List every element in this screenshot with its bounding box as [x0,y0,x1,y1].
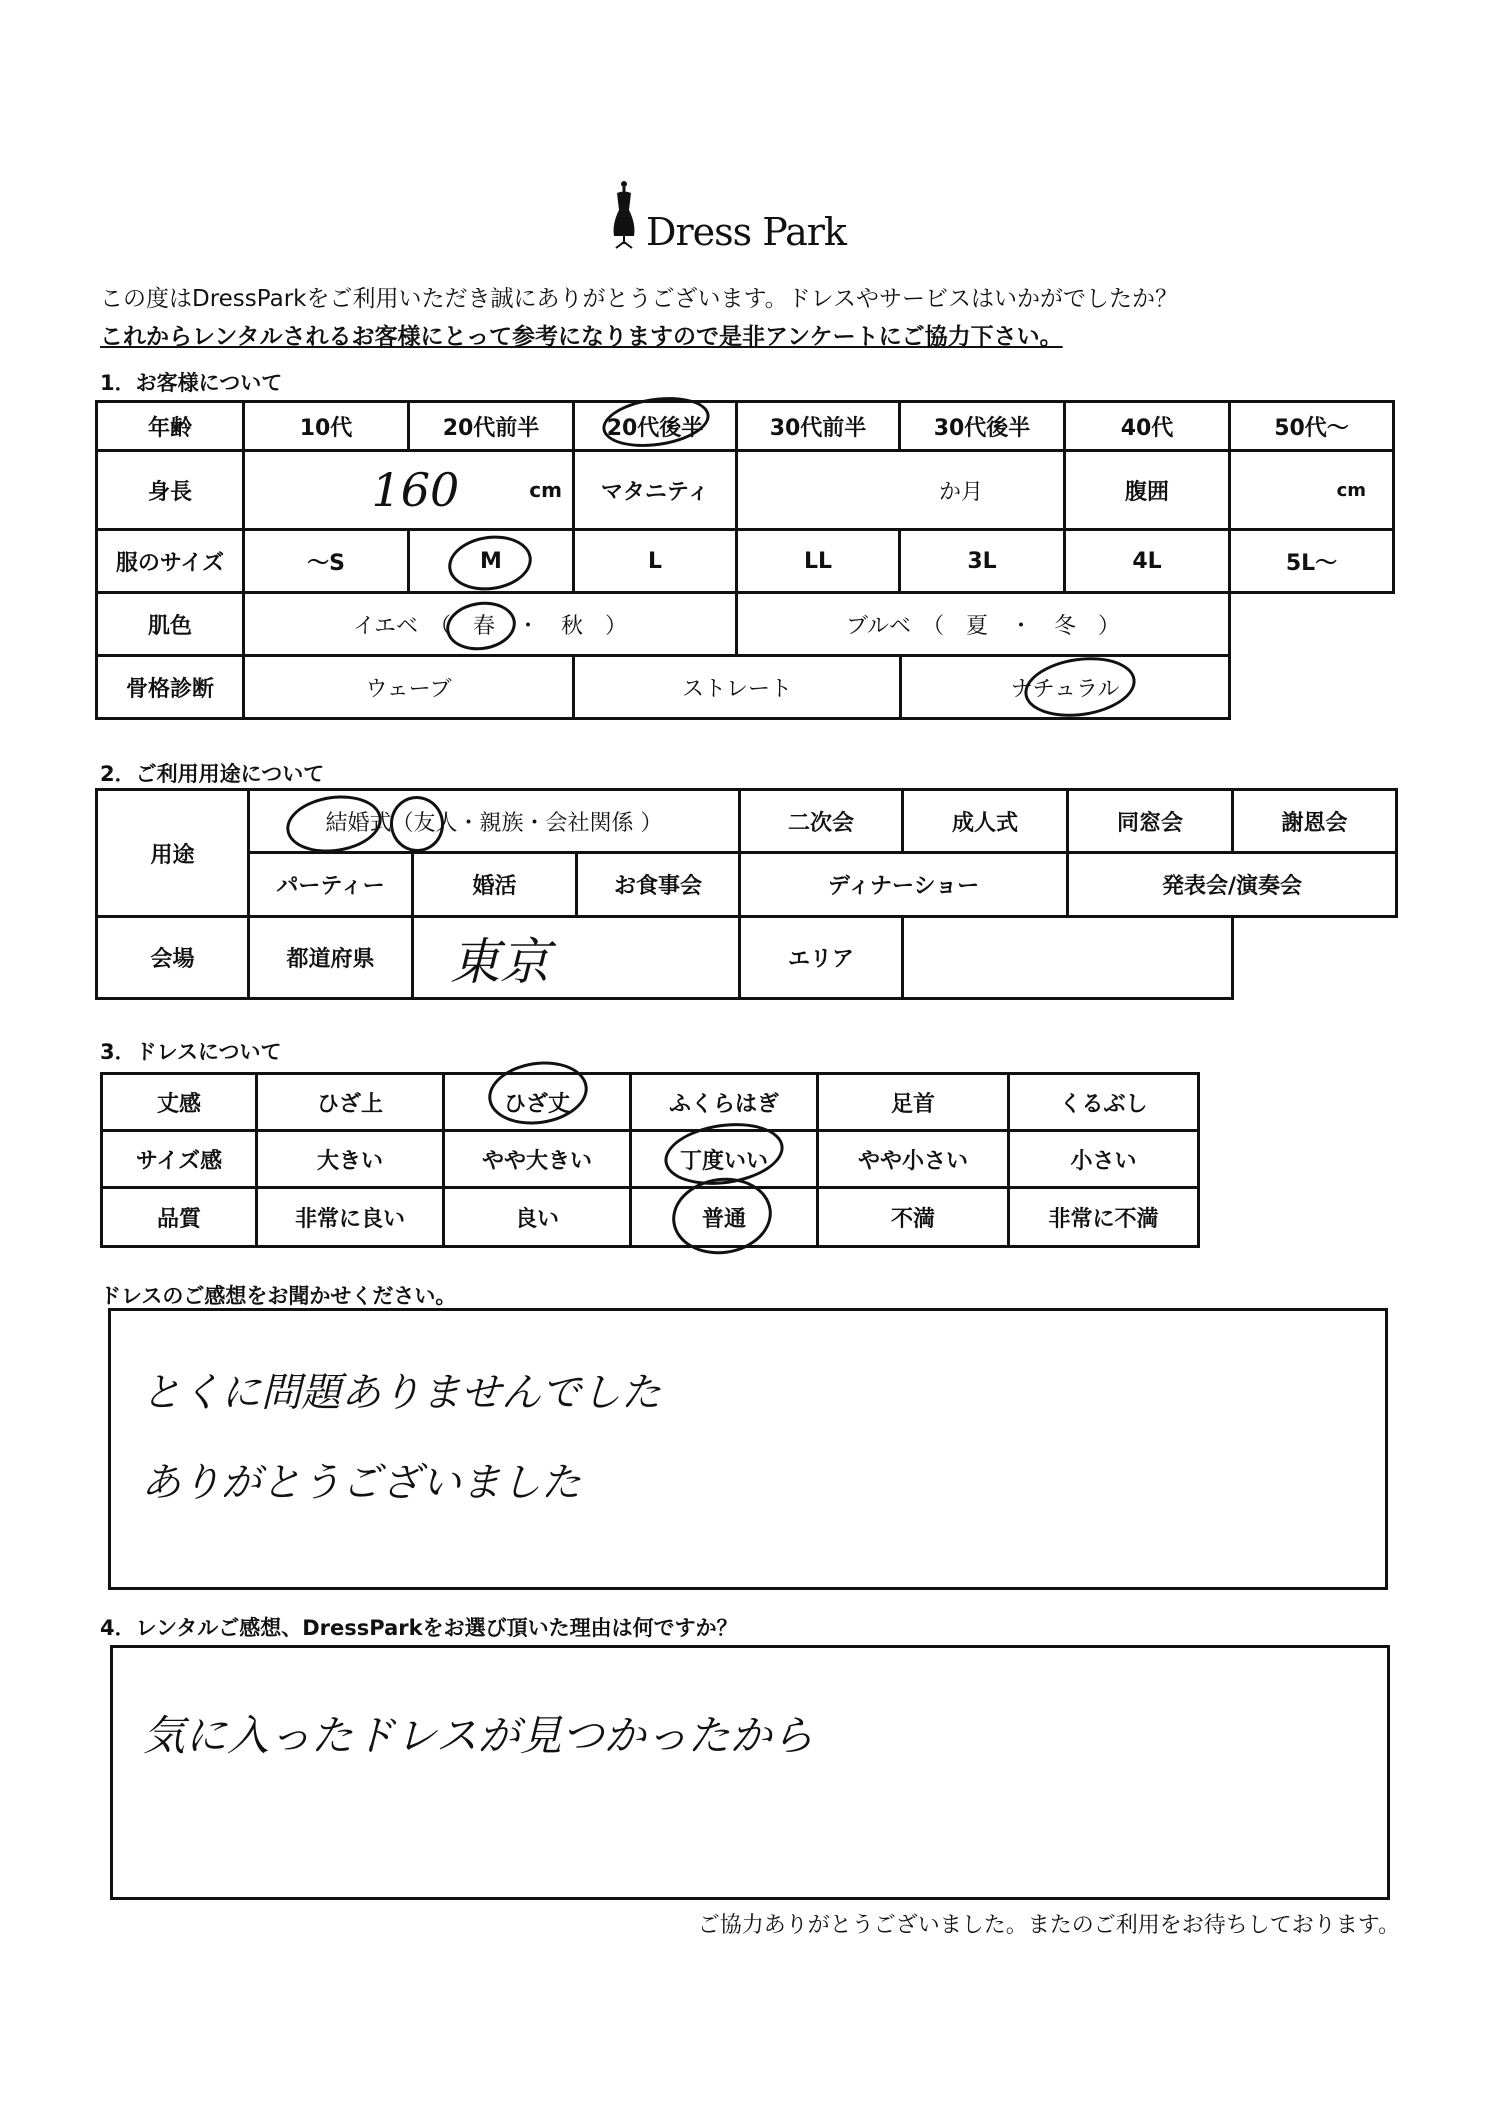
dress-option[interactable]: 足首 [816,1072,1010,1132]
purpose-option[interactable]: パーティー [247,851,414,918]
age-option[interactable]: 40代 [1063,400,1231,452]
venue-label: 会場 [95,915,250,1000]
dress-option[interactable]: 普通 [629,1186,819,1248]
dress-option[interactable]: ひざ丈 [442,1072,632,1132]
dress-option[interactable]: 不満 [816,1186,1010,1248]
impression-prompt: ドレスのご感想をお聞かせください。 [100,1284,457,1308]
prefecture-value: 東京 [450,932,550,991]
size-option[interactable]: L [572,528,738,594]
brand-name: Dress Park [646,210,846,254]
dress-form-icon [610,180,638,254]
dress-option[interactable]: 非常に良い [255,1186,445,1248]
age-label: 年齢 [95,400,245,452]
purpose-option[interactable]: ディナーショー [738,851,1069,918]
purpose-option[interactable]: 婚活 [411,851,578,918]
skin-label: 肌色 [95,591,245,657]
height-value: 160 [371,463,460,517]
intro-line-2: これからレンタルされるお客様にとって参考になりますので是非アンケートにご協力下さい。 [100,324,1063,350]
dress-option[interactable]: くるぶし [1007,1072,1200,1132]
size-option[interactable]: LL [735,528,901,594]
section-3-title: 3．ドレスについて [100,1040,282,1064]
size-option[interactable]: 3L [898,528,1066,594]
purpose-option[interactable]: 謝恩会 [1231,788,1398,854]
section-1-title: 1．お客様について [100,371,283,395]
size-option[interactable]: M [407,528,575,594]
size-option[interactable]: 4L [1063,528,1231,594]
waist-field[interactable] [1228,449,1395,531]
prefecture-field[interactable] [411,915,741,1000]
frame-label: 骨格診断 [95,654,245,720]
purpose-option[interactable]: 結婚式（友人・親族・会社関係 ） [247,788,741,854]
length-label: 丈感 [100,1072,258,1132]
waist-label: 腹囲 [1063,449,1231,531]
age-option[interactable]: 30代後半 [898,400,1066,452]
age-option[interactable]: 20代後半 [572,400,738,452]
footer-thanks: ご協力ありがとうございました。またのご利用をお待ちしております。 [697,1913,1400,1938]
dress-option[interactable]: 大きい [255,1129,445,1189]
size-label: 服のサイズ [95,528,245,594]
prefecture-label: 都道府県 [247,915,414,1000]
height-field[interactable] [242,449,575,531]
dress-option[interactable]: 良い [442,1186,632,1248]
purpose-option[interactable]: お食事会 [575,851,741,918]
quality-label: 品質 [100,1186,258,1248]
maternity-months-field[interactable] [735,449,1066,531]
fit-label: サイズ感 [100,1129,258,1189]
dress-option[interactable]: やや小さい [816,1129,1010,1189]
section-2-title: 2．ご利用用途について [100,762,325,786]
dress-option[interactable]: 非常に不満 [1007,1186,1200,1248]
age-option[interactable]: 50代～ [1228,400,1395,452]
area-field[interactable] [901,915,1234,1000]
dress-option[interactable]: ひざ上 [255,1072,445,1132]
dress-option[interactable]: 丁度いい [629,1129,819,1189]
month-unit: か月 [938,479,983,505]
frame-option[interactable]: ナチュラル [899,654,1231,720]
impression-line: とくに問題ありませんでした [141,1370,661,1416]
dress-option[interactable]: 小さい [1007,1129,1200,1189]
intro-line-1: この度はDressParkをご利用いただき誠にありがとうございます。ドレスやサービスはいかがでしたか？ [100,286,1178,312]
frame-option[interactable]: ウェーブ [242,654,575,720]
frame-option[interactable]: ストレート [572,654,902,720]
skin-yellow-option[interactable]: イエベ （ 春 ・ 秋 ） [242,591,738,657]
reason-answer-box[interactable] [110,1645,1390,1900]
purpose-option[interactable]: 発表会/演奏会 [1066,851,1398,918]
brand-logo [610,180,846,254]
age-option[interactable]: 30代前半 [735,400,901,452]
size-option[interactable]: 5L～ [1228,528,1395,594]
purpose-option[interactable]: 二次会 [738,788,904,854]
maternity-label: マタニティ [572,449,738,531]
impression-line: ありがとうございました [141,1460,581,1506]
impression-answer-box[interactable] [108,1308,1388,1590]
purpose-label: 用途 [95,788,250,918]
reason-text: 気に入ったドレスが見つかったから [143,1711,814,1760]
height-unit: cm [529,478,562,502]
dress-option[interactable]: やや大きい [442,1129,632,1189]
area-label: エリア [738,915,904,1000]
age-option[interactable]: 20代前半 [407,400,575,452]
dress-option[interactable]: ふくらはぎ [629,1072,819,1132]
height-label: 身長 [95,449,245,531]
waist-unit: cm [1336,479,1366,501]
skin-blue-option[interactable]: ブルベ （ 夏 ・ 冬 ） [735,591,1231,657]
size-option[interactable]: ～S [242,528,410,594]
purpose-option[interactable]: 同窓会 [1066,788,1234,854]
purpose-option[interactable]: 成人式 [901,788,1069,854]
section-4-title: 4．レンタルご感想、DressParkをお選び頂いた理由は何ですか？ [100,1616,738,1640]
age-option[interactable]: 10代 [242,400,410,452]
